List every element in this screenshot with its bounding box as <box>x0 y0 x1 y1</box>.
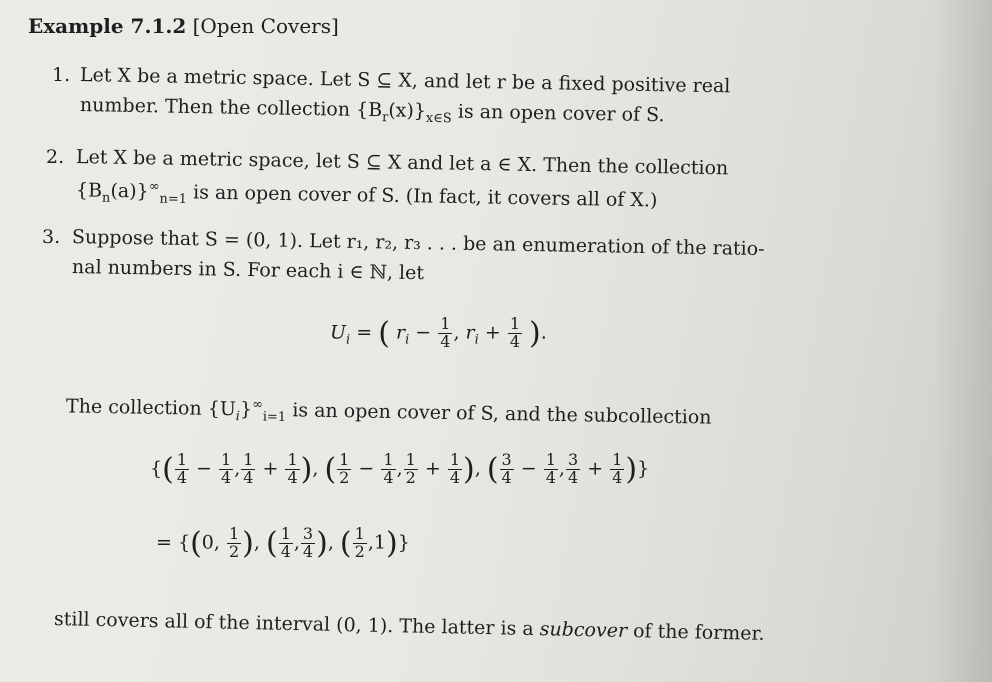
page-edge-shadow <box>932 0 992 682</box>
fraction-quarter: $\frac{1}{4}$ <box>440 314 451 351</box>
example-title: [Open Covers] <box>192 14 339 38</box>
item-3-marker: 3. <box>42 226 61 248</box>
item-1-marker: 1. <box>52 64 71 86</box>
equation-ui: $U_i$ = ( $r_i$ − $\frac{1}{4}$ , $r_i$ + $\frac{1}{4}$ ). <box>330 314 547 351</box>
conclusion-line: still covers all of the interval (0, 1). The latter is a subcover of the former. <box>53 608 765 645</box>
collection-paragraph: The collection $\{U_i\}^\infty_{i=1}$ is an open cover of S, and the subcollection <box>65 395 712 429</box>
item-2-line-2: $\{B_n(a)\}^\infty_{n=1}$ is an open cover of S. (In fact, it covers all of X.) <box>75 179 658 212</box>
example-heading <box>28 14 339 38</box>
fraction-quarter: $\frac{1}{4}$ <box>509 314 520 351</box>
example-number: Example 7.1.2 <box>28 14 187 38</box>
item-1-line-2: number. Then the collection $\{B_r(x)\}_{x\in S}$ is an open cover of S. <box>79 94 665 127</box>
subcollection-row-2: = {(0, $\frac{1}{2}$ ), ( $\frac{1}{4}$ , $\frac{3}{4}$ ), ( $\frac{1}{2}$ ,1)} <box>156 524 410 561</box>
subcollection-row-1: {( $\frac{1}{4}$ − $\frac{1}{4}$ , $\frac{1}{4}$ + $\frac{1}{4}$ ), ( $\frac{1}{2}$ − $\frac{1}{4}$ , $\frac{1}{2}$ + $\frac{1}{4}$ ), ( $\frac{3}{4}$ − $\frac{1}{4}$ , $\frac{3}{4}$ + $\frac{1}{4}$ )} <box>150 450 650 487</box>
item-1-line-1: Let X be a metric space. Let S ⊆ X, and let r be a fixed positive real <box>79 64 731 98</box>
item-3-line-2: nal numbers in S. For each i ∈ ℕ, let <box>71 256 425 285</box>
item-2-marker: 2. <box>46 146 65 168</box>
item-2-line-1: Let X be a metric space, let S ⊆ X and let a ∈ X. Then the collection <box>75 146 729 180</box>
item-3-line-1: Suppose that S = (0, 1). Let r₁, r₂, r₃ . . . be an enumeration of the ratio- <box>71 226 765 261</box>
